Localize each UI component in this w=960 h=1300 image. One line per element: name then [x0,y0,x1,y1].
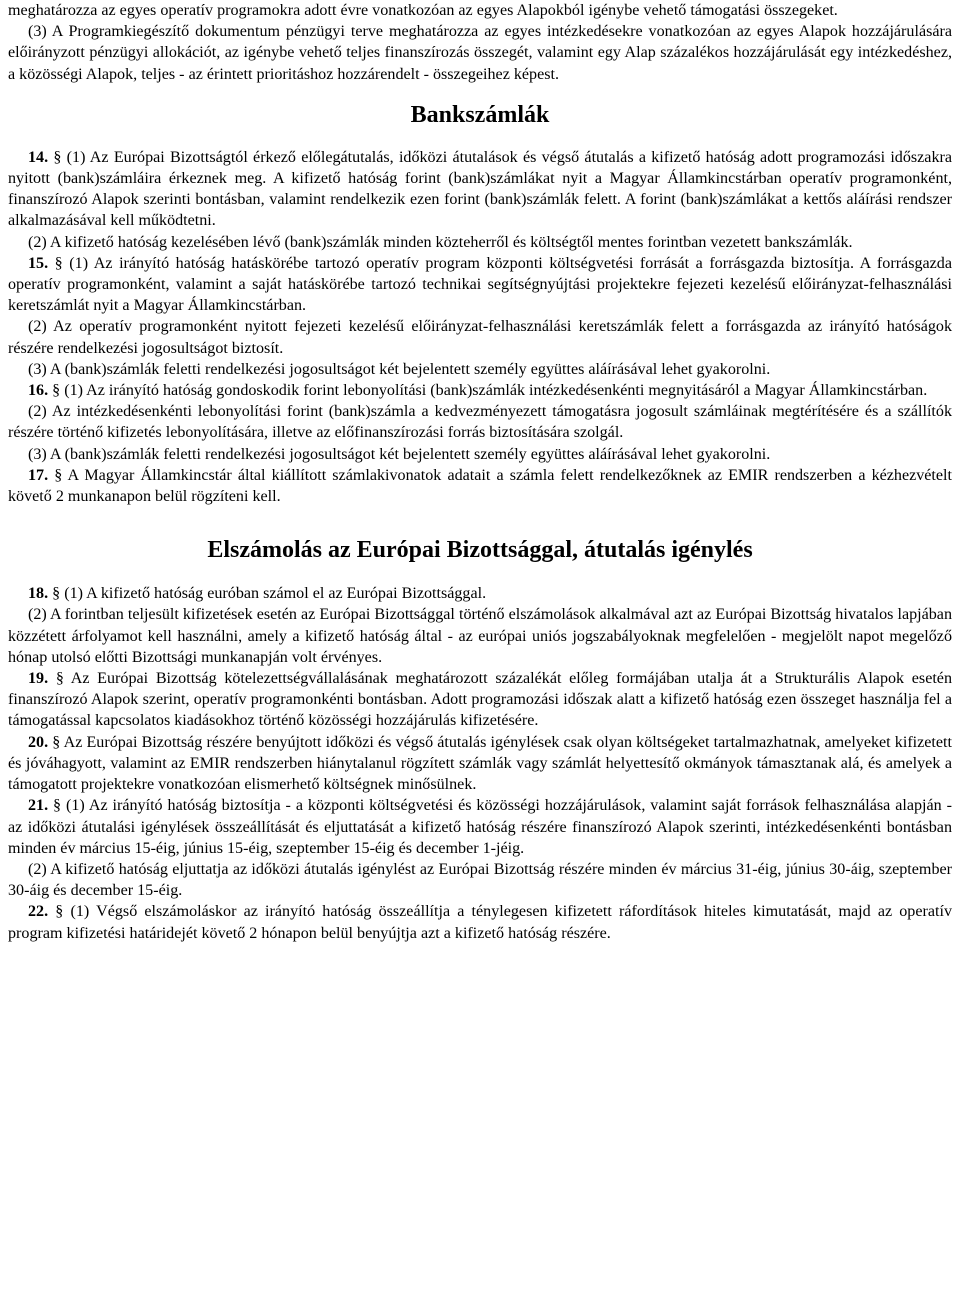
paragraph-text: (2) A kifizető hatóság kezelésében lévő (bank)számlák minden közteherről és költségtől mentes forintban vezetett bankszámlák. [28,233,853,251]
paragraph-text: § A Magyar Államkincstár által kiállított számlakivonatok adatait a számla felett rendelkezőknek az EMIR rendszerben a kézhezvételt követő 2 munkanapon belül rögzíteni kell. [8,466,952,506]
paragraph [8,604,952,668]
paragraph-section [8,901,952,943]
paragraph [8,0,952,21]
paragraph [8,859,952,901]
paragraph-text: § (1) Végső elszámoláskor az irányító hatóság összeállítja a ténylegesen kifizetett ráfordítások hiteles kimutatását, majd az operatív program kifizetési határidejét követő 2 hónapon belül benyújtja azt a kifizető hatóság részére. [8,903,952,942]
paragraph-section [8,147,952,232]
section-number: 22. [28,903,49,921]
paragraph-text: § Az Európai Bizottság részére benyújtott időközi és végső átutalás igénylések csak olyan költségeket tartalmazhatnak, amelyeket kifizetett és jóváhagyott, valamint az EMIR rendszerben hiánytalanul rögzített számlák vagy számlát helyettesítő okmányok támasztanak alá, és amelyek a támogatott projektekre vonatkozóan elismerhető költségnek minősülnek. [8,733,952,794]
section-heading: Elszámolás az Európai Bizottsággal, átutalás igénylés [207,537,753,564]
paragraph-text: § (1) Az irányító hatóság gondoskodik forint lebonyolítási (bank)számlák intézkedésenkénti megnyitásáról a Magyar Államkincstárban. [48,382,928,400]
paragraph-section [8,465,952,507]
paragraph-text: (2) Az operatív programonként nyitott fejezeti kezelésű előirányzat-felhasználási keretszámlák felett a forrásgazda az irányító hatóságok részére rendelkezési jogosultságot biztosít. [8,318,952,357]
section-number: 14. [28,148,49,166]
section-number: 21. [28,797,49,815]
paragraph [8,401,952,443]
paragraph [8,444,952,465]
paragraph-section [8,795,952,859]
paragraph-text: (2) Az intézkedésenkénti lebonyolítási forint (bank)számla a kedvezményezett támogatásra jogosult számláinak megtérítésére és a szállítók részére történő kifizetés lebonyolítására, illetve az előfinanszírozási forrás biztosítására szolgál. [8,403,952,442]
paragraph-section [8,380,952,401]
section-number: 16. [28,382,49,400]
paragraph-section [8,668,952,732]
section-heading: Bankszámlák [410,101,550,128]
section-number: 18. [28,585,49,603]
document-page [8,0,952,944]
paragraph-section [8,732,952,796]
paragraph-section [8,583,952,604]
paragraph-text: § (1) Az Európai Bizottságtól érkező előlegátutalás, időközi átutalások és végső átutalás a kifizető hatóság adott programozási időszakra nyitott (bank)számláira érkeznek meg. A kifizető hatóság forint (bank)számlákat nyit a Magyar Államkincstárban operatív programonként, finanszírozó Alapok szerinti bontásban, valamint rendelkezik ezen forint (bank)számlák felett. A forint (bank)számlákat a kettős aláírási rendszer alkalmazásával kell működtetni. [8,148,952,230]
section-number: 15. [28,254,49,272]
paragraph [8,21,952,85]
section-number: 20. [28,733,49,751]
paragraph-text: (3) A (bank)számlák feletti rendelkezési jogosultságot két bejelentett személy együttes aláírásával lehet gyakorolni. [28,360,771,378]
paragraph [8,359,952,380]
section-number: 17. [28,466,49,484]
paragraph [8,232,952,253]
paragraph-section [8,253,952,317]
paragraph-text: (2) A forintban teljesült kifizetések esetén az Európai Bizottsággal történő elszámolások alkalmával azt az Európai Bizottság hivatalos lapjában közzétett árfolyamot kell használni, amely a kifizető hatóság által - az európai uniós jogszabályoknak megfelelően - megjelölt napot megelőző hónap utolsó előtti Bizottsági munkanapján volt érvényes. [8,606,952,666]
paragraph-text: (3) A (bank)számlák feletti rendelkezési jogosultságot két bejelentett személy együttes aláírásával lehet gyakorolni. [28,445,771,463]
paragraph-text: § (1) Az irányító hatóság hatáskörébe tartozó operatív program központi költségvetési forrását a forrásgazda biztosítja. A forrásgazda operatív programonként, valamint a saját hatáskörébe tartozó technikai segítségnyújtási projektekre fejezeti kezelésű előirányzat-felhasználási keretszámlát nyit a Magyar Államkincstárban. [8,254,952,315]
paragraph-text: (2) A kifizető hatóság eljuttatja az időközi átutalás igénylést az Európai Bizottság részére minden év március 31-éig, június 30-áig, szeptember 30-áig és december 15-éig. [8,860,952,900]
paragraph-text: § Az Európai Bizottság kötelezettségvállalásának meghatározott százalékát előleg formájában utalja át a Strukturális Alapok esetén finanszírozó Alapok szerint, operatív programonkénti bontásban. Adott programozási időszak alatt a kifizető hatóság ezen összeget használja fel a támogatással kapcsolatos kiadásokhoz történő közösségi hozzájárulás kifizetésére. [8,670,952,730]
section-number: 19. [28,670,49,688]
paragraph-text: (3) A Programkiegészítő dokumentum pénzügyi terve meghatározza az egyes intézkedésekre vonatkozóan az egyes Alapok hozzájárulására előirányzott pénzügyi allokációt, az igénybe vehető teljes finanszírozás összegét, valamint egy Alap százalékos hozzájárulását egy intézkedéshez, a közösségi Alapok, teljes - az érintett prioritáshoz hozzárendelt - összegeihez képest. [8,23,952,83]
paragraph-text: § (1) Az irányító hatóság biztosítja - a központi költségvetési és közösségi hozzájárulások, valamint saját források felhasználása alapján - az időközi átutalási igénylések összeállítását és eljuttatását a kifizető hatóság részére finanszírozó Alapok szerinti, intézkedésenkénti bontásban minden év március 15-éig, június 15-éig, szeptember 15-éig és december 1-jéig. [8,797,952,857]
paragraph-text: § (1) A kifizető hatóság euróban számol el az Európai Bizottsággal. [48,585,487,603]
paragraph [8,316,952,358]
paragraph-text: meghatározza az egyes operatív programokra adott évre vonatkozóan az egyes Alapokból igénybe vehető támogatási összegeket. [8,2,838,19]
